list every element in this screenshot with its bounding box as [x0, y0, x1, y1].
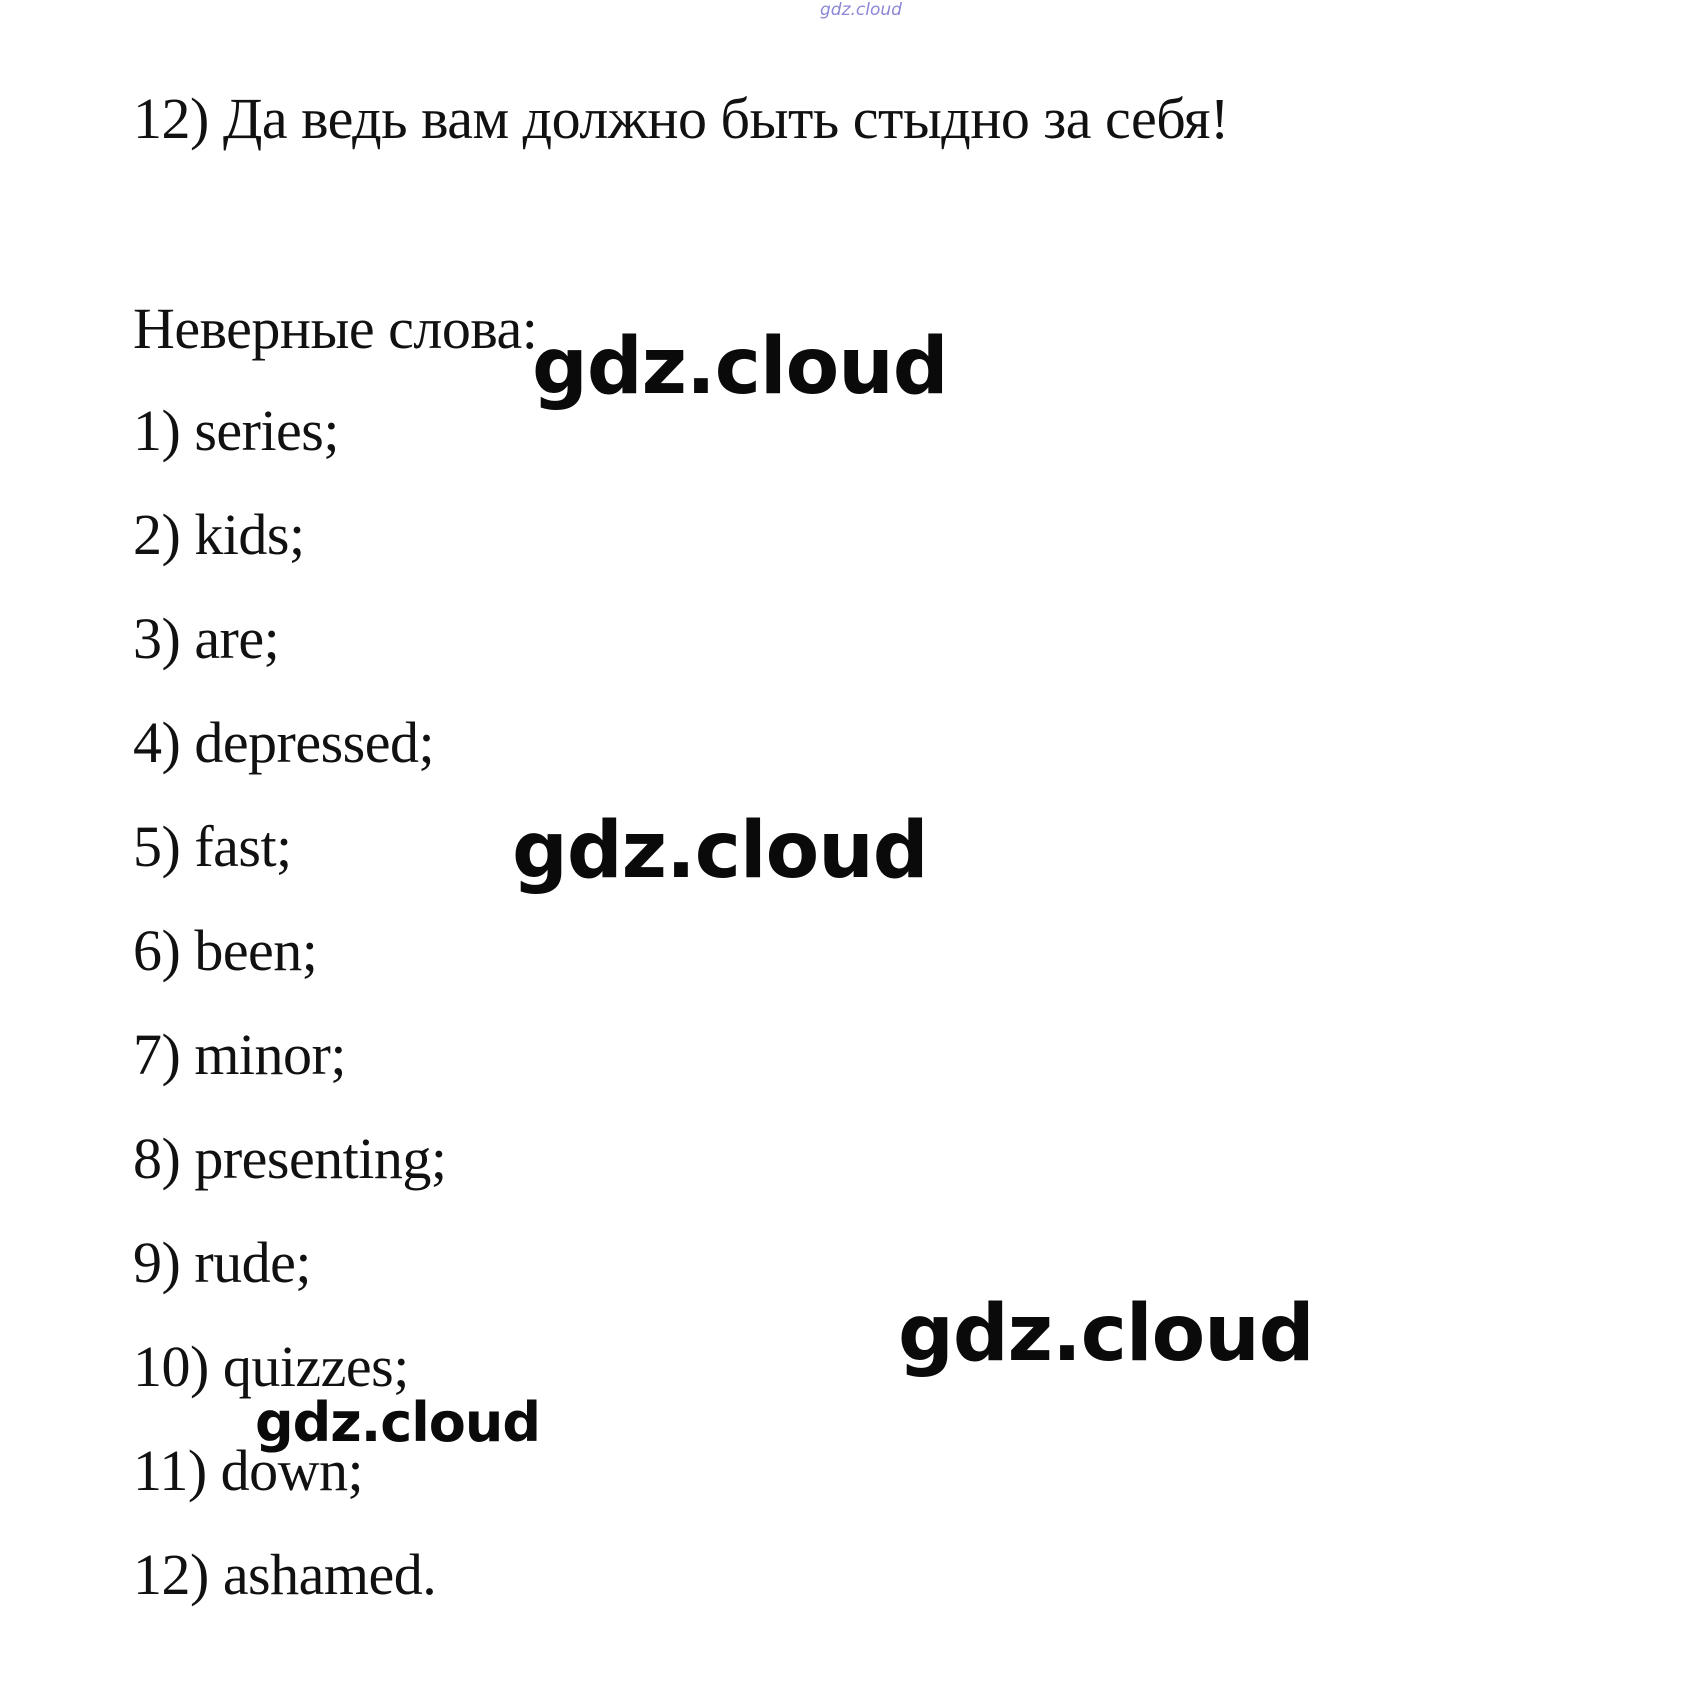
list-item: 1) series; — [133, 398, 339, 463]
wrong-words-label: Неверные слова: — [133, 296, 538, 361]
list-item: 8) presenting; — [133, 1126, 447, 1191]
list-item: 11) down; — [133, 1438, 364, 1503]
watermark-logo: gdz.cloud — [512, 806, 928, 896]
header-watermark: gdz.cloud — [820, 0, 902, 20]
list-item: 9) rude; — [133, 1230, 311, 1295]
list-item: 6) been; — [133, 918, 318, 983]
watermark-logo: gdz.cloud — [255, 1391, 540, 1454]
list-item: 12) ashamed. — [133, 1542, 437, 1607]
watermark-logo: gdz.cloud — [898, 1289, 1314, 1379]
watermark-logo: gdz.cloud — [532, 322, 948, 412]
list-item: 10) quizzes; — [133, 1334, 409, 1399]
sentence-12: 12) Да ведь вам должно быть стыдно за себя! — [133, 86, 1229, 151]
list-item: 5) fast; — [133, 814, 292, 879]
list-item: 4) depressed; — [133, 710, 435, 775]
list-item: 7) minor; — [133, 1022, 346, 1087]
list-item: 2) kids; — [133, 502, 305, 567]
list-item: 3) are; — [133, 606, 280, 671]
